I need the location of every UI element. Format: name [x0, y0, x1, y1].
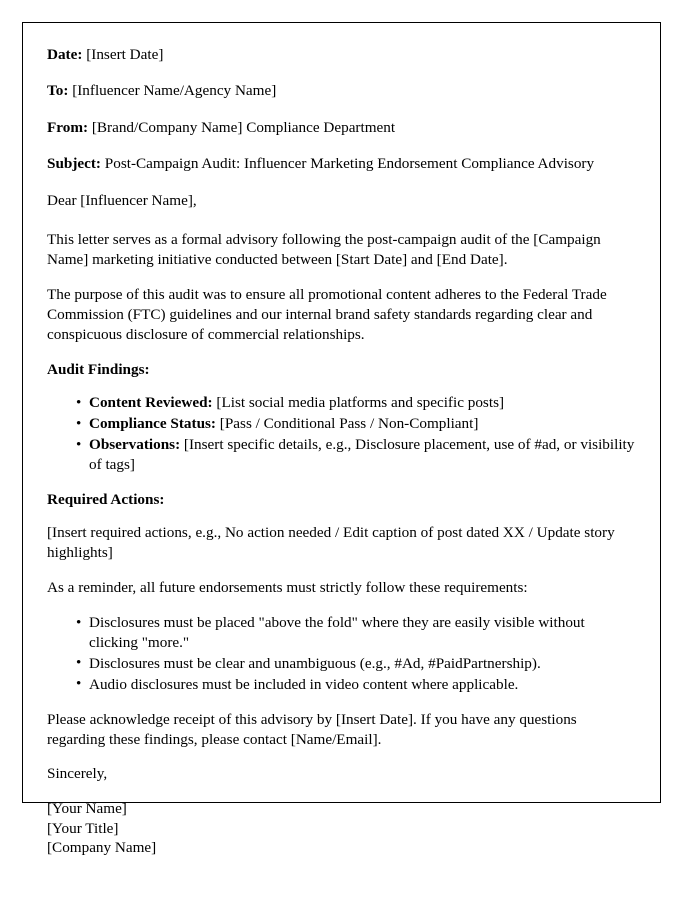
finding-value: [Pass / Conditional Pass / Non-Compliant] [219, 415, 479, 433]
closing-paragraph: Please acknowledge receipt of this advisory by [Insert Date]. If you have any questions regarding these findings, please contact [Name/Email]. [47, 710, 577, 748]
finding-label: Observations: [89, 436, 181, 454]
finding-value: [Insert specific details, e.g., Disclosure placement, use of #ad, or visibility of tags] [89, 436, 635, 473]
sign-off: Sincerely, [47, 765, 108, 783]
signature-name: [Your Name] [47, 800, 127, 818]
required-actions-heading: Required Actions: [47, 490, 165, 508]
field-to [47, 81, 635, 100]
list-item [76, 414, 635, 434]
field-from [47, 118, 635, 137]
list-item: • Audio disclosures must be included in video content where applicable. [76, 675, 635, 695]
signature-title: [Your Title] [47, 819, 119, 837]
reminder-intro-paragraph: As a reminder, all future endorsements must strictly follow these requirements: [47, 579, 528, 597]
field-subject-value: Post-Campaign Audit: Influencer Marketing Endorsement Compliance Advisory [104, 155, 595, 173]
list-item [76, 435, 635, 475]
field-from-label: From: [47, 118, 89, 136]
field-from-value: [Brand/Company Name] Compliance Department [91, 118, 396, 136]
field-to-value: [Influencer Name/Agency Name] [72, 82, 277, 100]
requirements-list [47, 613, 635, 695]
list-item: • Disclosures must be clear and unambiguous (e.g., #Ad, #PaidPartnership). [76, 654, 635, 674]
audit-findings-list [47, 393, 635, 475]
intro-paragraph: This letter serves as a formal advisory following the post-campaign audit of the [Campaign Name] marketing initiative conducted between [Start Date] and [End Date]. [47, 231, 601, 269]
list-item [76, 393, 635, 413]
document-body [47, 45, 635, 857]
field-date-label: Date: [47, 46, 83, 63]
signature-company: [Company Name] [47, 838, 157, 856]
document-page-border [22, 22, 661, 856]
purpose-paragraph: The purpose of this audit was to ensure all promotional content adheres to the Federal Trade Commission (FTC) guidelines and our internal brand safety standards regarding clear and conspicuous disclosure of commercial relationships. [47, 286, 607, 343]
finding-label: Content Reviewed: [89, 394, 213, 412]
field-subject [47, 154, 635, 173]
field-date [47, 45, 635, 64]
list-item: • Disclosures must be placed "above the fold" where they are easily visible without clicking "more." [76, 613, 635, 653]
field-to-label: To: [47, 82, 69, 100]
field-subject-label: Subject: [47, 155, 101, 173]
required-actions-text: [Insert required actions, e.g., No action needed / Edit caption of post dated XX / Update story highlights] [47, 524, 615, 562]
signature-block [47, 799, 635, 857]
finding-label: Compliance Status: [89, 415, 216, 433]
greeting-line: Dear [Influencer Name], [47, 191, 197, 209]
finding-value: [List social media platforms and specific posts] [216, 394, 505, 412]
field-date-value: [Insert Date] [86, 46, 164, 63]
audit-findings-heading: Audit Findings: [47, 360, 150, 378]
